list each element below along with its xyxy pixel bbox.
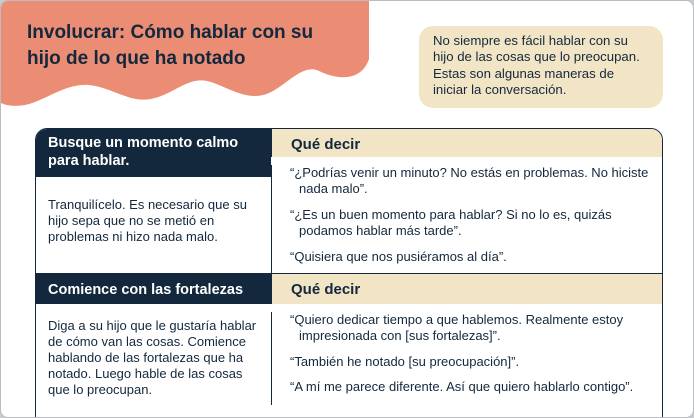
guide-table bbox=[35, 128, 663, 418]
phrase-list bbox=[271, 312, 662, 405]
section-heading: Busque un momento calmo para hablar. bbox=[36, 129, 271, 177]
phrase-item: “A mí me parece diferente. Así que quiero hablarlo contigo”. bbox=[290, 379, 634, 395]
phrase-item: “Quisiera que nos pusiéramos al día”. bbox=[290, 248, 507, 264]
section-description: Tranquilícelo. Es necesario que su hijo sepa que no se metió en problemas ni hizo nada malo. bbox=[48, 197, 247, 244]
section-description: Diga a su hijo que le gustaría hablar de cómo van las cosas. Comience hablando de las fortalezas que ha notado. Luego hable de las cosas que lo preocupan. bbox=[48, 318, 257, 397]
column-header-what-to-say: Qué decir bbox=[271, 274, 662, 304]
page-title: Involucrar: Cómo hablar con su hijo de lo que ha notado bbox=[27, 22, 314, 69]
section-heading: Comience con las fortalezas bbox=[36, 274, 271, 304]
phrase-item: “También he notado [su preocupación]”. bbox=[290, 353, 520, 369]
column-header-what-to-say: Qué decir bbox=[271, 129, 662, 157]
phrase-list bbox=[271, 165, 662, 274]
section-strengths bbox=[36, 274, 662, 418]
section-calm-moment bbox=[36, 129, 662, 273]
intro-callout: No siempre es fácil hablar con su hijo de las cosas que lo preocupan. Estas son algunas maneras de iniciar la conversación. bbox=[419, 26, 663, 108]
phrase-item: “¿Podrías venir un minuto? No estás en problemas. No hiciste nada malo”. bbox=[290, 165, 649, 197]
phrase-item: “¿Es un buen momento para hablar? Si no lo es, quizás podamos hablar más tarde”. bbox=[290, 206, 612, 239]
phrase-item: “Quiero dedicar tiempo a que hablemos. Realmente estoy impresionada con [sus fortalezas]”. bbox=[290, 312, 624, 344]
